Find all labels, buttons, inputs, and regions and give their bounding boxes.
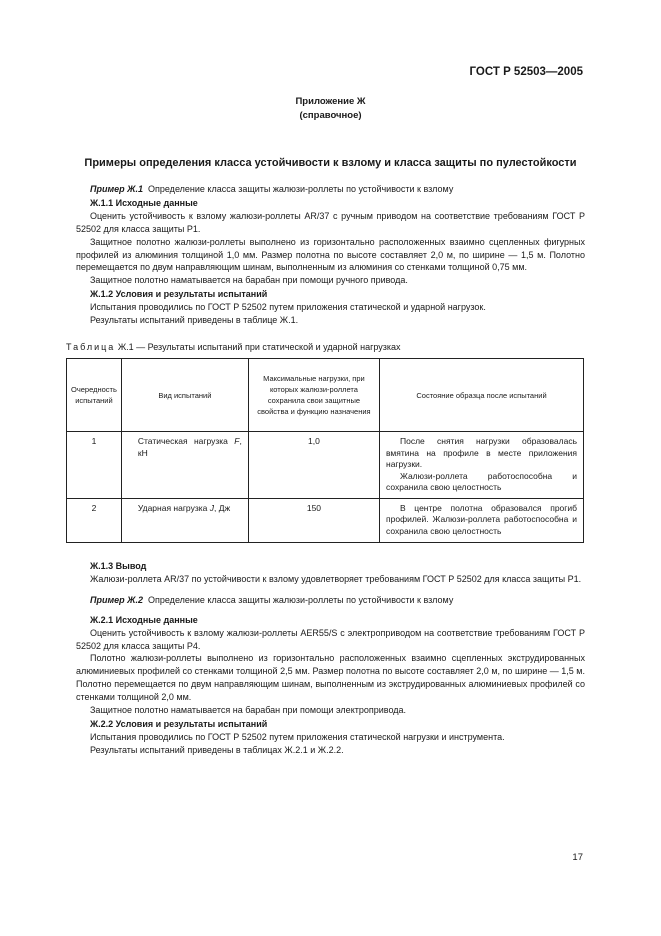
example1-title: Определение класса защиты жалюзи-роллеты по устойчивости к взлому bbox=[148, 184, 454, 194]
example2-initial-heading: Ж.2.1 Исходные данные bbox=[90, 614, 198, 625]
header-test-type: Вид испытаний bbox=[121, 359, 248, 432]
example1-tests-p1: Испытания проводились по ГОСТ Р 52502 путем приложения статической и ударной нагрузок. bbox=[90, 302, 486, 313]
cell-max-load: 150 bbox=[248, 498, 379, 542]
cell-order: 2 bbox=[67, 498, 122, 542]
example1-initial-p1: Оценить устойчивость к взлому жалюзи-роллеты AR/37 с ручным приводом на соответствие требованиям ГОСТ Р 52502 для класса защиты Р1. bbox=[76, 210, 585, 234]
example2-label: Пример Ж.2 bbox=[90, 594, 143, 605]
example2-tests-p1: Испытания проводились по ГОСТ Р 52502 путем приложения статической нагрузки и инструмента. bbox=[90, 731, 505, 742]
example1-tests-p2: Результаты испытаний приведены в таблице Ж.1. bbox=[90, 315, 299, 326]
example2-initial-p1: Оценить устойчивость к взлому жалюзи-роллеты AER55/S с электроприводом на соответствие требованиям ГОСТ Р 52502 для класса защиты Р4. bbox=[76, 627, 585, 651]
example1-initial-heading: Ж.1.1 Исходные данные bbox=[90, 197, 198, 208]
document-code: ГОСТ Р 52503—2005 bbox=[469, 66, 583, 78]
conclusion-text: Жалюзи-роллета AR/37 по устойчивости к взлому удовлетворяет требованиям ГОСТ Р 52502 для класса защиты Р1. bbox=[90, 573, 582, 584]
test-type-symbol: J bbox=[209, 502, 214, 513]
header-sample-state: Состояние образца после испытаний bbox=[380, 359, 584, 432]
cell-sample-state bbox=[380, 432, 584, 499]
example1-label: Пример Ж.1 bbox=[90, 184, 143, 194]
test-type-unit: , Дж bbox=[213, 502, 231, 513]
annex-subtitle: (справочное) bbox=[299, 110, 362, 121]
test-type-text: Ударная нагрузка bbox=[137, 502, 208, 513]
table-caption bbox=[66, 342, 401, 352]
state-paragraph: В центре полотна образовался прогиб профилей. Жалюзи-роллета работоспособна и сохранила свою целостность bbox=[386, 502, 577, 536]
example1-block bbox=[76, 183, 585, 327]
table-caption-text: Ж.1 — Результаты испытаний при статической и ударной нагрузках bbox=[117, 342, 401, 352]
example1-initial-p3: Защитное полотно наматывается на барабан при помощи ручного привода. bbox=[90, 275, 408, 286]
example2-initial-p2: Полотно жалюзи-роллеты выполнено из горизонтально расположенных взаимно сцепленных экструдированных алюминиевых профилей со стенками толщиной 2,5 мм. Размер полотна по высоте составляет 2,0 м, по ширине — 1,5 м. Полотно перемещается по двум направляющим шинам, выполненным из экструдированных алюминиевых профилей со стенками толщиной 2,0 мм. bbox=[76, 653, 585, 703]
cell-test-type bbox=[121, 498, 248, 542]
example2-tests-p2: Результаты испытаний приведены в таблицах Ж.2.1 и Ж.2.2. bbox=[90, 744, 344, 755]
results-table bbox=[66, 358, 584, 543]
table-row bbox=[67, 432, 584, 499]
annex-title: Приложение Ж bbox=[295, 96, 366, 107]
cell-test-type bbox=[121, 432, 248, 499]
test-type-unit: , кН bbox=[137, 436, 242, 458]
annex-heading bbox=[0, 95, 661, 123]
example1-intro bbox=[76, 183, 585, 196]
cell-order: 1 bbox=[67, 432, 122, 499]
cell-sample-state bbox=[380, 498, 584, 542]
table-caption-word: Таблица bbox=[66, 342, 116, 352]
table-header-row bbox=[67, 359, 584, 432]
example2-intro bbox=[76, 594, 585, 607]
example1-initial-p2: Защитное полотно жалюзи-роллеты выполнено из горизонтально расположенных взаимно сцепленных фигурных профилей из алюминия толщиной 1,0 мм. Размер полотна по высоте составляет 2,0 м, по ширине — 1,5 м. Полотно перемещается по двум направляющим шинам, выполненным из алюминия со стенками толщиной 0,75 мм. bbox=[76, 236, 585, 273]
section-title: Примеры определения класса устойчивости к взлому и класса защиты по пулестойкости bbox=[84, 157, 577, 169]
example2-title: Определение класса защиты жалюзи-роллеты по устойчивости к взлому bbox=[148, 594, 454, 605]
state-paragraph: После снятия нагрузки образовалась вмятина на профиле в месте приложения нагрузки. bbox=[386, 436, 577, 469]
test-type-symbol: F bbox=[234, 436, 240, 446]
state-paragraph: Жалюзи-роллета работоспособна и сохранила свою целостность bbox=[386, 470, 577, 492]
cell-max-load: 1,0 bbox=[248, 432, 379, 499]
example2-tests-heading: Ж.2.2 Условия и результаты испытаний bbox=[90, 718, 268, 729]
test-type-text: Статическая нагрузка bbox=[137, 436, 228, 446]
page-number: 17 bbox=[572, 852, 583, 863]
table-row bbox=[67, 498, 584, 542]
header-order: Очередность испытаний bbox=[67, 359, 122, 432]
example2-initial-p3: Защитное полотно наматывается на барабан при помощи электропривода. bbox=[90, 705, 407, 716]
header-max-load: Максимальные нагрузки, при которых жалюзи-роллета сохранила свои защитные свойства и функцию назначения bbox=[248, 359, 379, 432]
example1-tests-heading: Ж.1.2 Условия и результаты испытаний bbox=[90, 289, 268, 300]
conclusion-and-example2-block bbox=[76, 559, 585, 757]
conclusion-heading: Ж.1.3 Вывод bbox=[90, 561, 147, 571]
